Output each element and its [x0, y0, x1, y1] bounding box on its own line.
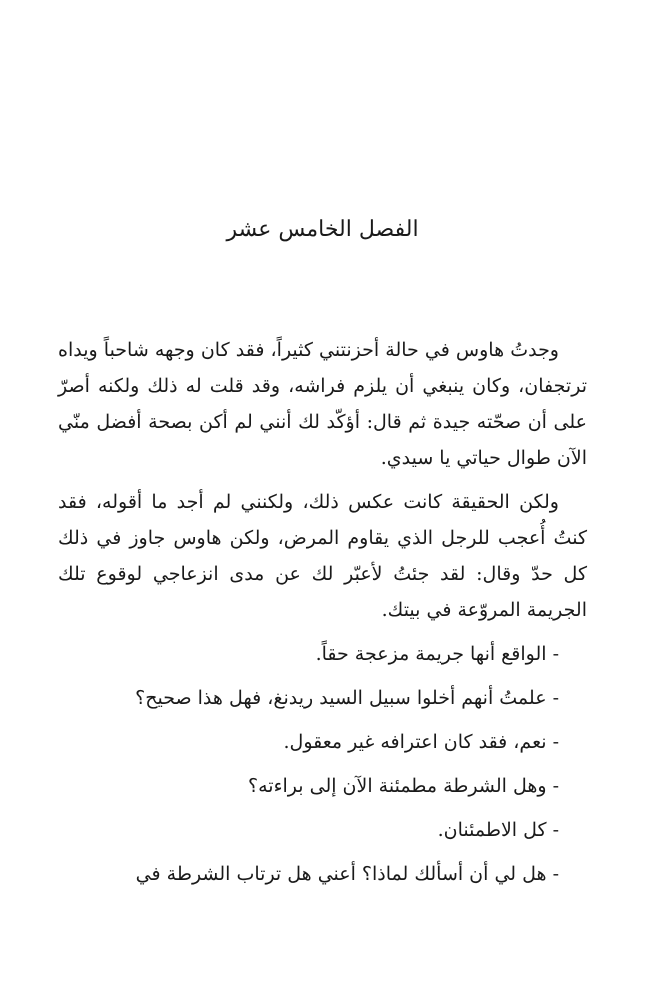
- paragraph: وجدتُ هاوس في حالة أحزنتني كثيراً، فقد كان وجهه شاحباً ويداه ترتجفان، وكان ينبغي أن يلزم فراشه، وقد قلت له ذلك ولكنه أصرّ على أن صحّته جيدة ثم قال: أؤكّد لك أنني لم أكن بصحة أفضل منّي الآن طوال حياتي يا سيدي.: [58, 339, 587, 469]
- paragraph: ولكن الحقيقة كانت عكس ذلك، ولكنني لم أجد ما أقوله، فقد كنتُ أُعجب للرجل الذي يقاوم المرض، ولكن هاوس جاوز في ذلك كل حدّ وقال: لقد جئتُ لأعبّر لك عن مدى انزعاجي لوقوع تلك الجريمة المروّعة في بيتك.: [58, 491, 587, 621]
- chapter-title: الفصل الخامس عشر: [226, 217, 419, 242]
- chapter-body: [58, 332, 587, 892]
- dialogue-line: - نعم، فقد كان اعترافه غير معقول.: [283, 731, 559, 753]
- dialogue-line: - الواقع أنها جريمة مزعجة حقاً.: [315, 643, 559, 665]
- dialogue-line: - وهل الشرطة مطمئنة الآن إلى براءته؟: [248, 775, 559, 797]
- dialogue-line: - كل الاطمئنان.: [437, 819, 559, 841]
- dialogue-line: - علمتُ أنهم أخلوا سبيل السيد ريدنغ، فهل هذا صحيح؟: [135, 687, 559, 709]
- dialogue-line: - هل لي أن أسألك لماذا؟ أعني هل ترتاب الشرطة في: [135, 863, 559, 885]
